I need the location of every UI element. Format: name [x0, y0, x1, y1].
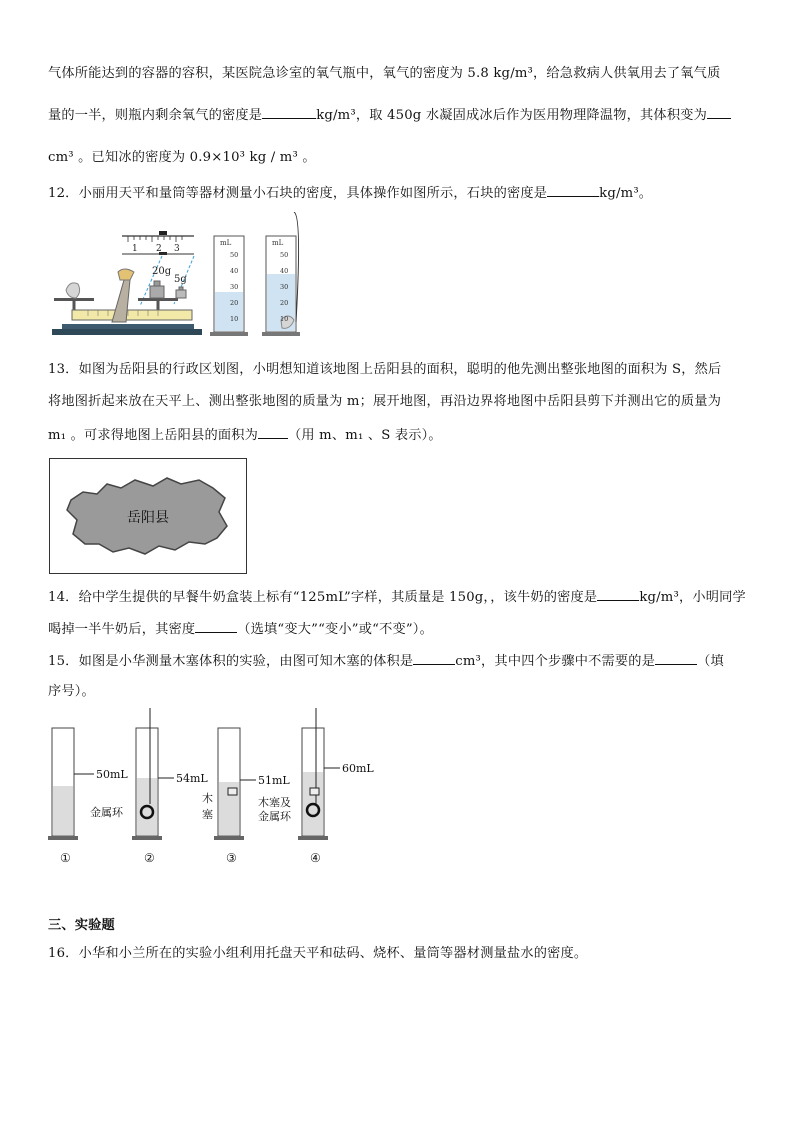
cylinder-before	[210, 236, 248, 336]
weights	[150, 266, 187, 298]
q13-blank[interactable]	[258, 426, 288, 439]
svg-text:20: 20	[230, 299, 239, 307]
q11-line-3: cm³ 。已知冰的密度为 0.9×10³ kg / m³ 。	[48, 150, 316, 165]
q13-line-3	[48, 424, 442, 443]
svg-text:40: 40	[230, 267, 239, 275]
section-heading: 三、实验题	[48, 918, 115, 933]
q15-figure	[44, 704, 384, 868]
q13-text-b: （用 m、m₁ 、S 表示）。	[288, 428, 442, 443]
q13-line-1: 13．如图为岳阳县的行政区划图，小明想知道该地图上岳阳县的面积，聪明的他先测出整张地图的面积为 S，然后	[48, 362, 722, 377]
svg-text:40: 40	[280, 267, 289, 275]
svg-text:50mL: 50mL	[96, 768, 128, 781]
q15-text-b: cm³，其中四个步骤中不需要的是	[455, 654, 656, 669]
q14-text-d: （选填“变大”“变小”或“不变”）。	[237, 622, 433, 637]
q11-blank-1[interactable]	[262, 106, 316, 119]
svg-text:10: 10	[230, 315, 239, 323]
weight-20g: 20g	[152, 266, 172, 277]
q12-blank[interactable]	[547, 184, 599, 197]
q15-text-c: （填	[697, 654, 724, 669]
svg-text:60mL: 60mL	[342, 762, 374, 775]
svg-text:①: ①	[60, 851, 71, 865]
q11-line-2	[48, 104, 731, 123]
q11-line-1: 气体所能达到的容器的容积，某医院急诊室的氧气瓶中，氧气的密度为 5.8 kg/m³，给急救病人供氧用去了氧气质	[48, 66, 721, 81]
q14-line-2	[48, 618, 433, 637]
q12-line	[48, 182, 652, 201]
weight-5g: 5g	[174, 274, 187, 285]
svg-text:30: 30	[230, 283, 239, 291]
q11-text-a: 量的一半，则瓶内剩余氧气的密度是	[48, 108, 263, 123]
q15-blank-2[interactable]	[655, 652, 697, 665]
cylinder-step-2	[90, 708, 208, 865]
q15-blank-1[interactable]	[413, 652, 455, 665]
q13-text-a: m₁ 。可求得地图上岳阳县的面积为	[48, 428, 259, 443]
svg-text:50: 50	[280, 251, 289, 259]
svg-text:②: ②	[144, 851, 155, 865]
q16-line: 16．小华和小兰所在的实验小组利用托盘天平和砝码、烧杯、量筒等器材测量盐水的密度。	[48, 946, 588, 961]
svg-text:④: ④	[310, 851, 321, 865]
svg-text:10: 10	[280, 315, 289, 323]
map-label: 岳阳县	[127, 510, 169, 526]
q14-text-c: 喝掉一半牛奶后，其密度	[48, 622, 196, 637]
q13-map-figure	[49, 458, 247, 574]
cylinder-step-1	[48, 728, 128, 865]
q15-text-a: 15．如图是小华测量木塞体积的实验，由图可知木塞的体积是	[48, 654, 414, 669]
q13-line-2: 将地图折起来放在天平上、测出整张地图的质量为 m；展开地图，再沿边界将地图中岳阳县剪下并测出它的质量为	[48, 394, 722, 409]
q15-line-2: 序号）。	[48, 684, 95, 699]
q15-line-1	[48, 650, 724, 669]
scale-num-2: 2	[156, 244, 162, 254]
svg-text:③: ③	[226, 851, 237, 865]
svg-text:51mL: 51mL	[258, 774, 290, 787]
q14-blank-2[interactable]	[195, 620, 237, 633]
q14-line-1	[48, 586, 746, 605]
scale-num-3: 3	[174, 244, 180, 254]
scale-zoom	[122, 231, 194, 255]
q14-blank-1[interactable]	[597, 588, 639, 601]
q11-blank-2[interactable]	[707, 106, 731, 119]
svg-text:50: 50	[230, 251, 239, 259]
svg-text:mL: mL	[220, 239, 232, 247]
q12-figure	[44, 212, 324, 340]
svg-text:金属环: 金属环	[258, 810, 291, 823]
scale-num-1: 1	[132, 244, 138, 254]
svg-text:塞: 塞	[202, 808, 213, 821]
cylinder-after	[262, 212, 300, 336]
svg-text:30: 30	[280, 283, 289, 291]
q14-text-a: 14．给中学生提供的早餐牛奶盒装上标有“125mL”字样，其质量是 150g，，该牛奶的密度是	[48, 590, 598, 605]
svg-text:木: 木	[202, 792, 213, 805]
svg-text:54mL: 54mL	[176, 772, 208, 785]
svg-text:木塞及: 木塞及	[258, 796, 291, 809]
q11-text-b: kg/m³，取 450g 水凝固成冰后作为医用物理降温物，其体积变为	[316, 108, 707, 123]
svg-text:mL: mL	[272, 239, 284, 247]
q14-text-b: kg/m³，小明同学	[639, 590, 746, 605]
svg-text:金属环: 金属环	[90, 806, 123, 819]
svg-text:20: 20	[280, 299, 289, 307]
q12-text-a: 12．小丽用天平和量筒等器材测量小石块的密度，具体操作如图所示，石块的密度是	[48, 186, 548, 201]
q12-text-b: kg/m³。	[599, 186, 653, 201]
